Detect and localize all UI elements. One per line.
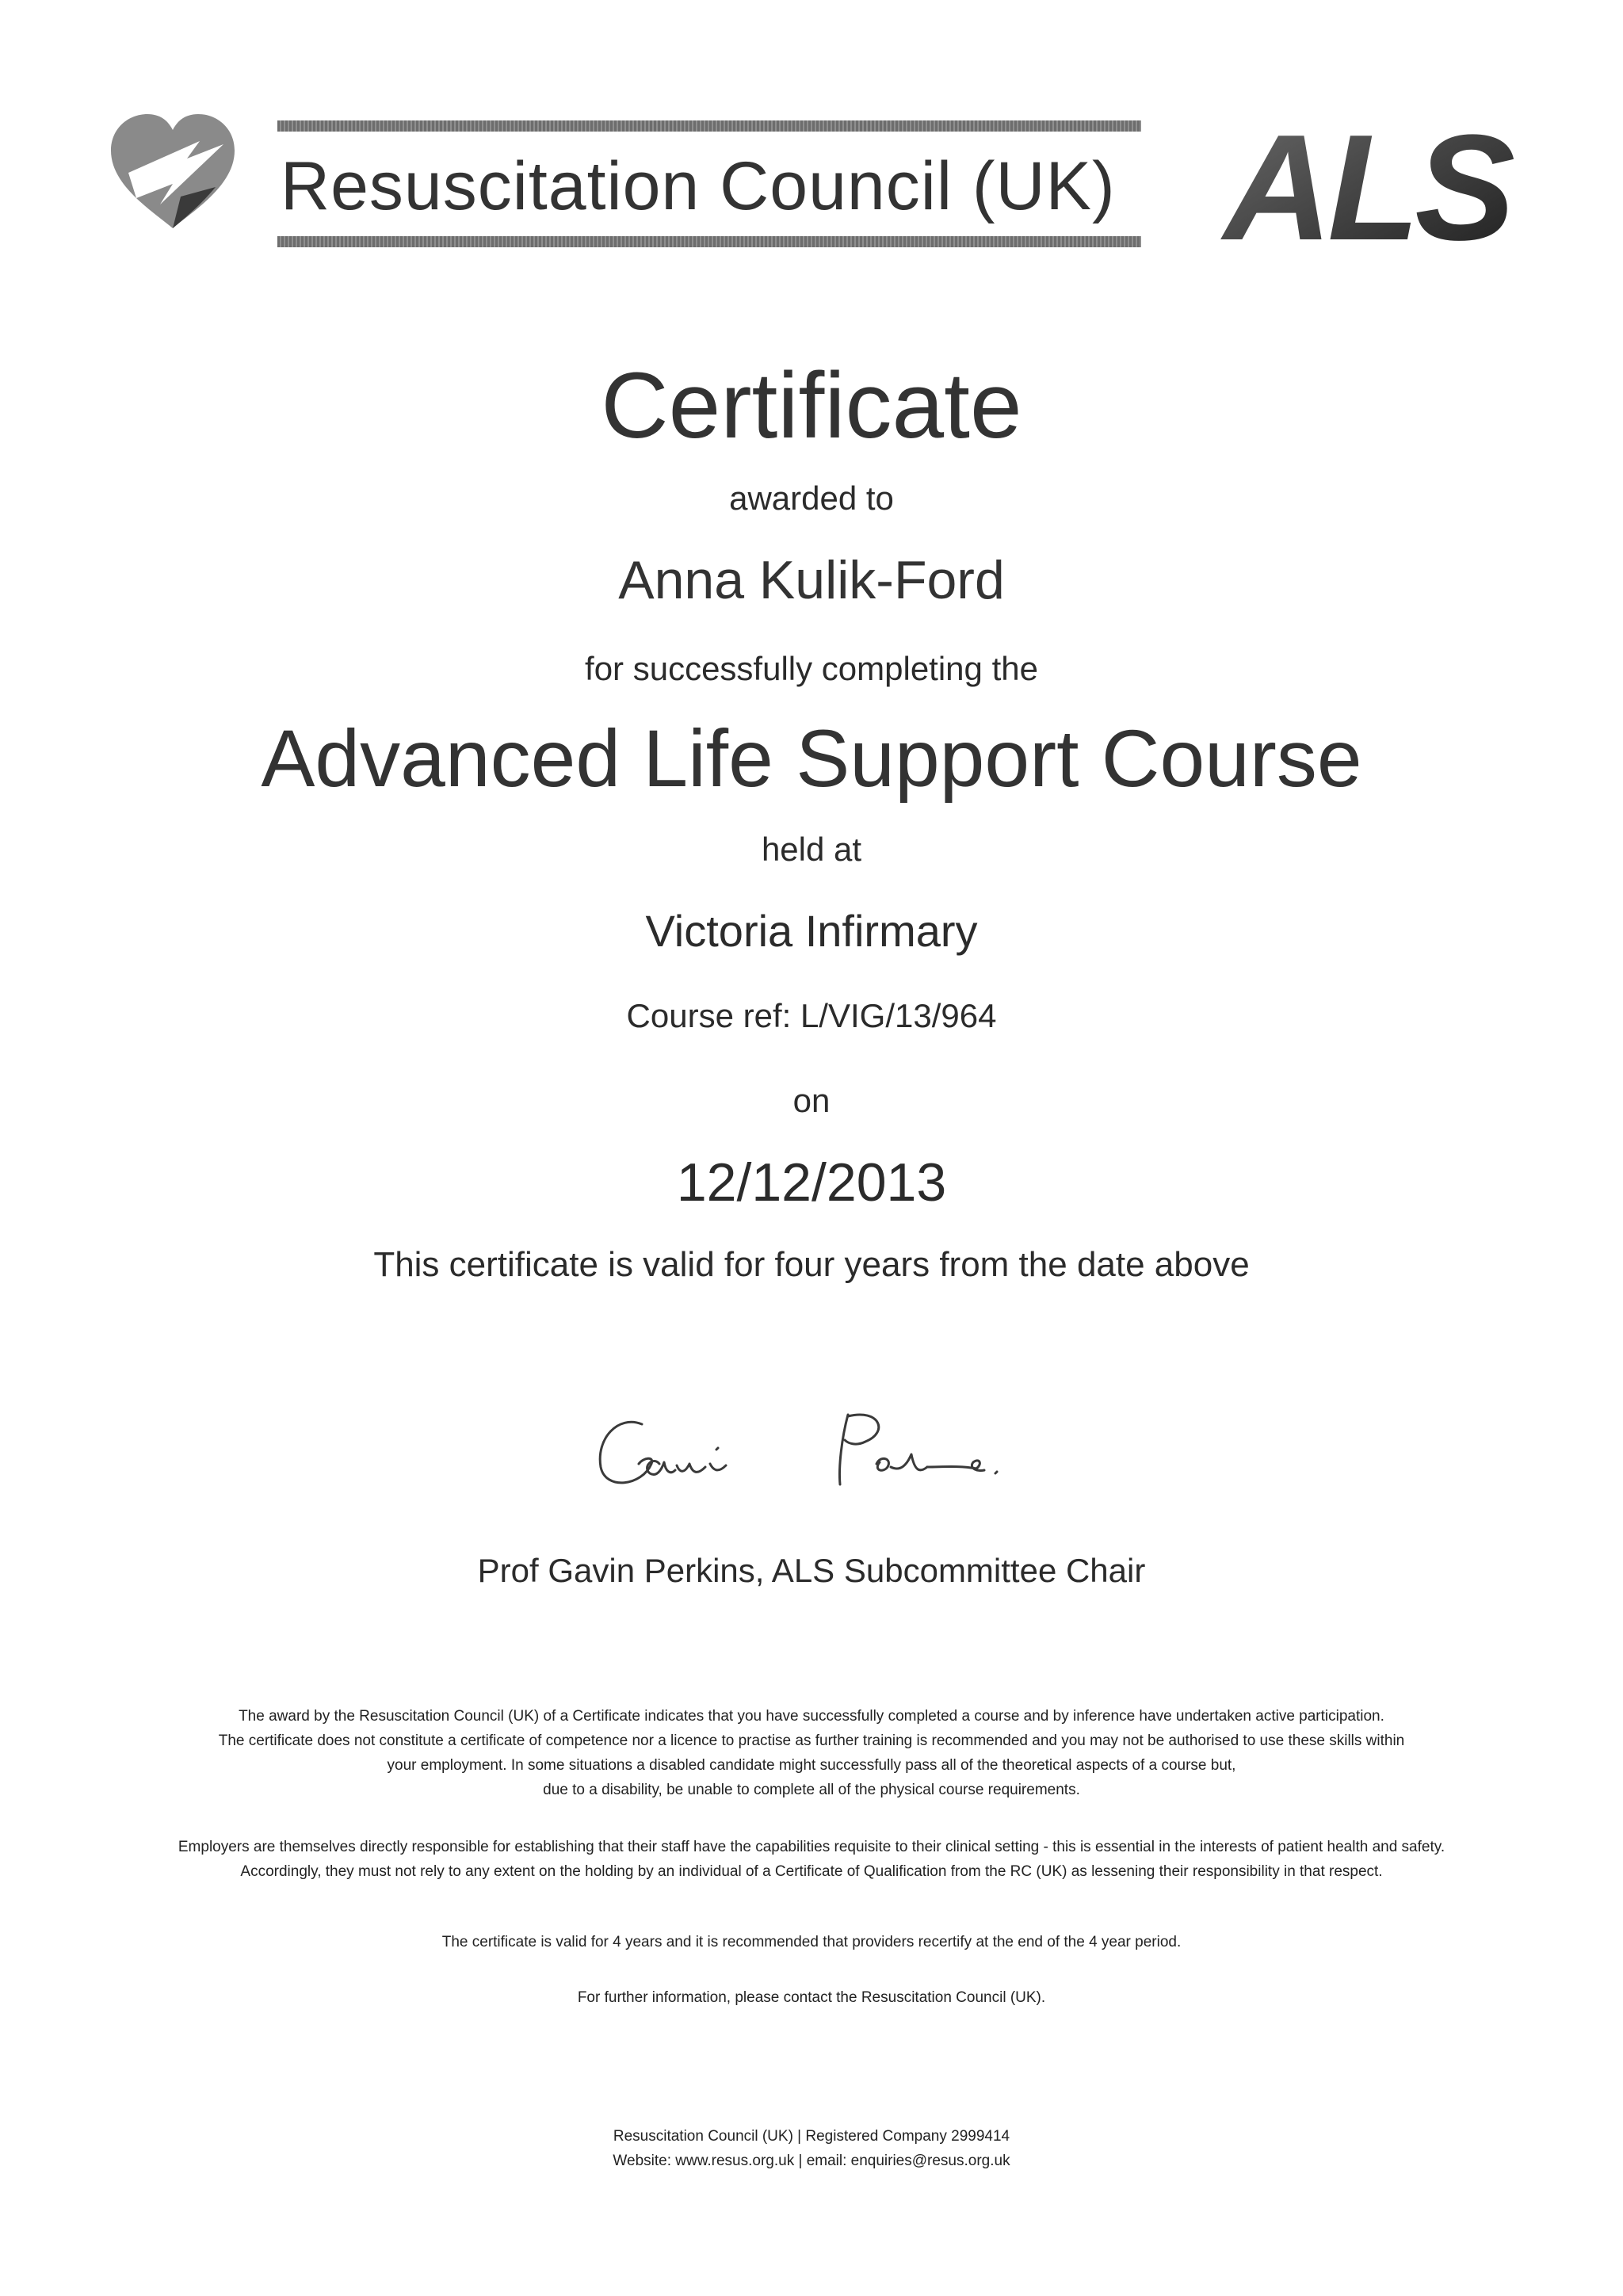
als-logo [1220,119,1553,254]
recipient-name: Anna Kulik-Ford [618,550,1005,610]
course-name: Advanced Life Support Course [261,713,1362,804]
footer-company-line: Resuscitation Council (UK) | Registered Company 2999414 [613,2128,1010,2145]
svg-text:ALS: ALS [1224,119,1510,254]
disclaimer-paragraph-2 [0,1835,1623,1884]
handwritten-signature [586,1391,1062,1510]
course-date: 12/12/2013 [676,1152,947,1213]
venue-name: Victoria Infirmary [645,906,978,956]
completing-label: for successfully completing the [585,650,1038,687]
banner-rule-bottom [277,236,1141,247]
organisation-banner [277,120,1141,247]
validity-statement: This certificate is valid for four years from the date above [373,1245,1250,1284]
footer-details [0,2124,1623,2173]
disclaimer-line: due to a disability, be unable to complete all of the physical course requirements. [543,1782,1080,1798]
held-at-label: held at [761,831,862,868]
course-reference: Course ref: L/VIG/13/964 [626,997,997,1034]
organisation-name: Resuscitation Council (UK) [281,148,1116,224]
disclaimer-line: The certificate does not constitute a certificate of competence nor a licence to practise as further training is recommended and you may not be authorised to use these skills within [218,1733,1405,1749]
awarded-to-label: awarded to [729,479,894,517]
on-label: on [792,1082,831,1119]
footer-contact-line: Website: www.resus.org.uk | email: enquiries@resus.org.uk [613,2153,1010,2169]
banner-rule-top [277,120,1141,132]
contact-note: For further information, please contact the Resuscitation Council (UK). [577,1989,1046,2006]
disclaimer-line: Accordingly, they must not rely to any extent on the holding by an individual of a Certificate of Qualification from the RC (UK) as lessening their responsibility in that respect. [240,1863,1383,1880]
disclaimer-paragraph-1 [0,1704,1623,1802]
recertify-note: The certificate is valid for 4 years and it is recommended that providers recertify at the end of the 4 year period. [441,1934,1182,1950]
certificate-title: Certificate [601,353,1022,458]
disclaimer-line: your employment. In some situations a disabled candidate might successfully pass all of the theoretical aspects of a course but, [387,1757,1236,1774]
heart-logo-icon [105,109,241,236]
disclaimer-line: The award by the Resuscitation Council (UK) of a Certificate indicates that you have successfully completed a course and by inference have undertaken active participation. [239,1708,1384,1725]
disclaimer-line: Employers are themselves directly responsible for establishing that their staff have the capabilities requisite to their clinical setting - this is essential in the interests of patient health and safety. [178,1839,1445,1855]
signatory-name: Prof Gavin Perkins, ALS Subcommittee Chair [477,1552,1146,1589]
